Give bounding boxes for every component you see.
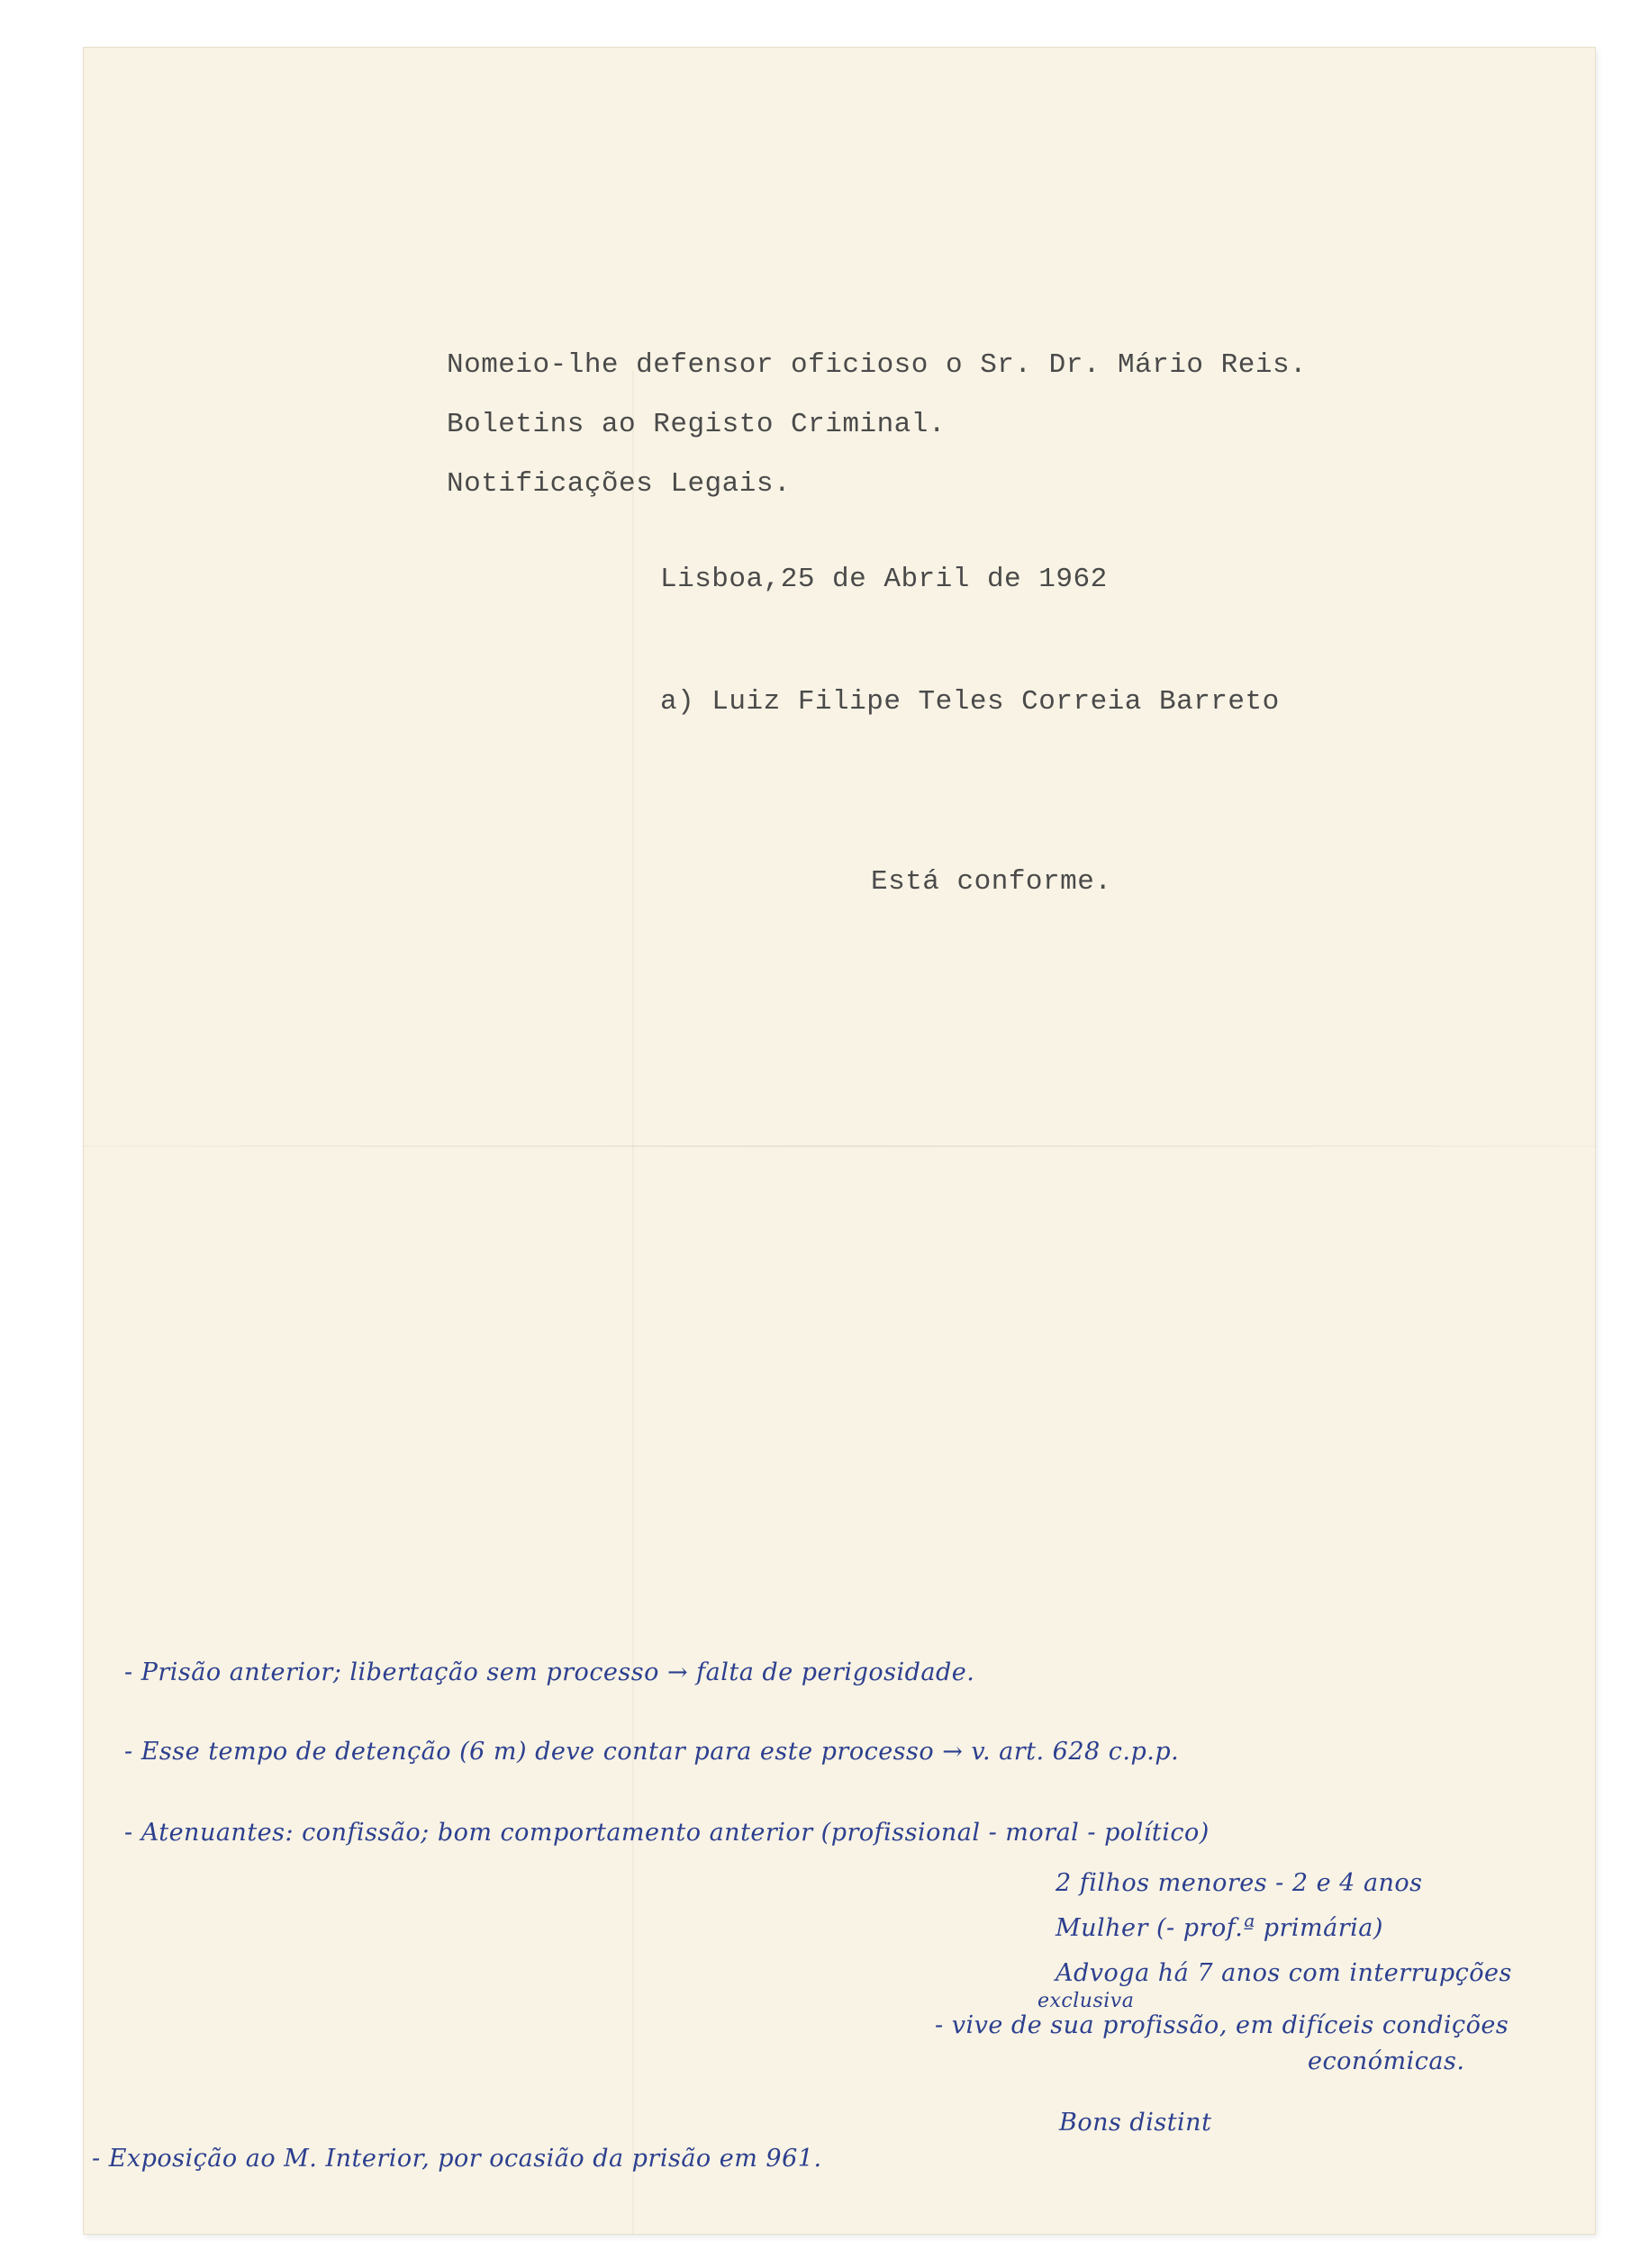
handwritten-note-children: 2 filhos menores - 2 e 4 anos [1056,1869,1423,1897]
handwritten-note-profession: - vive de sua profissão, em difíceis condições [935,2011,1509,2039]
handwritten-note-advocacy-years: Advoga há 7 anos com interrupções [1056,1959,1512,1987]
typed-date: Lisboa,25 de Abril de 1962 [660,564,1108,595]
typed-conformity: Está conforme. [871,866,1112,898]
typed-line-defensor: Nomeio-lhe defensor oficioso o Sr. Dr. Mário Reis. [447,349,1308,381]
document-page [83,47,1596,2235]
handwritten-note-detention-time: - Esse tempo de detenção (6 m) deve contar para este processo → v. art. 628 c.p.p. [124,1738,1180,1766]
handwritten-note-wife: Mulher (- prof.ª primária) [1056,1914,1383,1942]
handwritten-note-attenuating: - Atenuantes: confissão; bom comportamento anterior (profissional - moral - político) [124,1819,1210,1847]
fold-line-vertical [632,371,634,2235]
typed-line-notificacoes: Notificações Legais. [447,468,792,500]
typed-signature: a) Luiz Filipe Teles Correia Barreto [660,686,1280,718]
handwritten-note-exposition: - Exposição ao M. Interior, por ocasião da prisão em 961. [92,2145,822,2173]
handwritten-insert-exclusiva: exclusiva [1037,1990,1135,2012]
typed-line-boletins: Boletins ao Registo Criminal. [447,409,946,440]
handwritten-note-economic: económicas. [1308,2047,1465,2075]
fold-line-horizontal [83,1145,1596,1147]
handwritten-note-good-record: Bons distint [1059,2109,1212,2137]
handwritten-note-prior-arrest: - Prisão anterior; libertação sem processo → falta de perigosidade. [124,1658,975,1686]
